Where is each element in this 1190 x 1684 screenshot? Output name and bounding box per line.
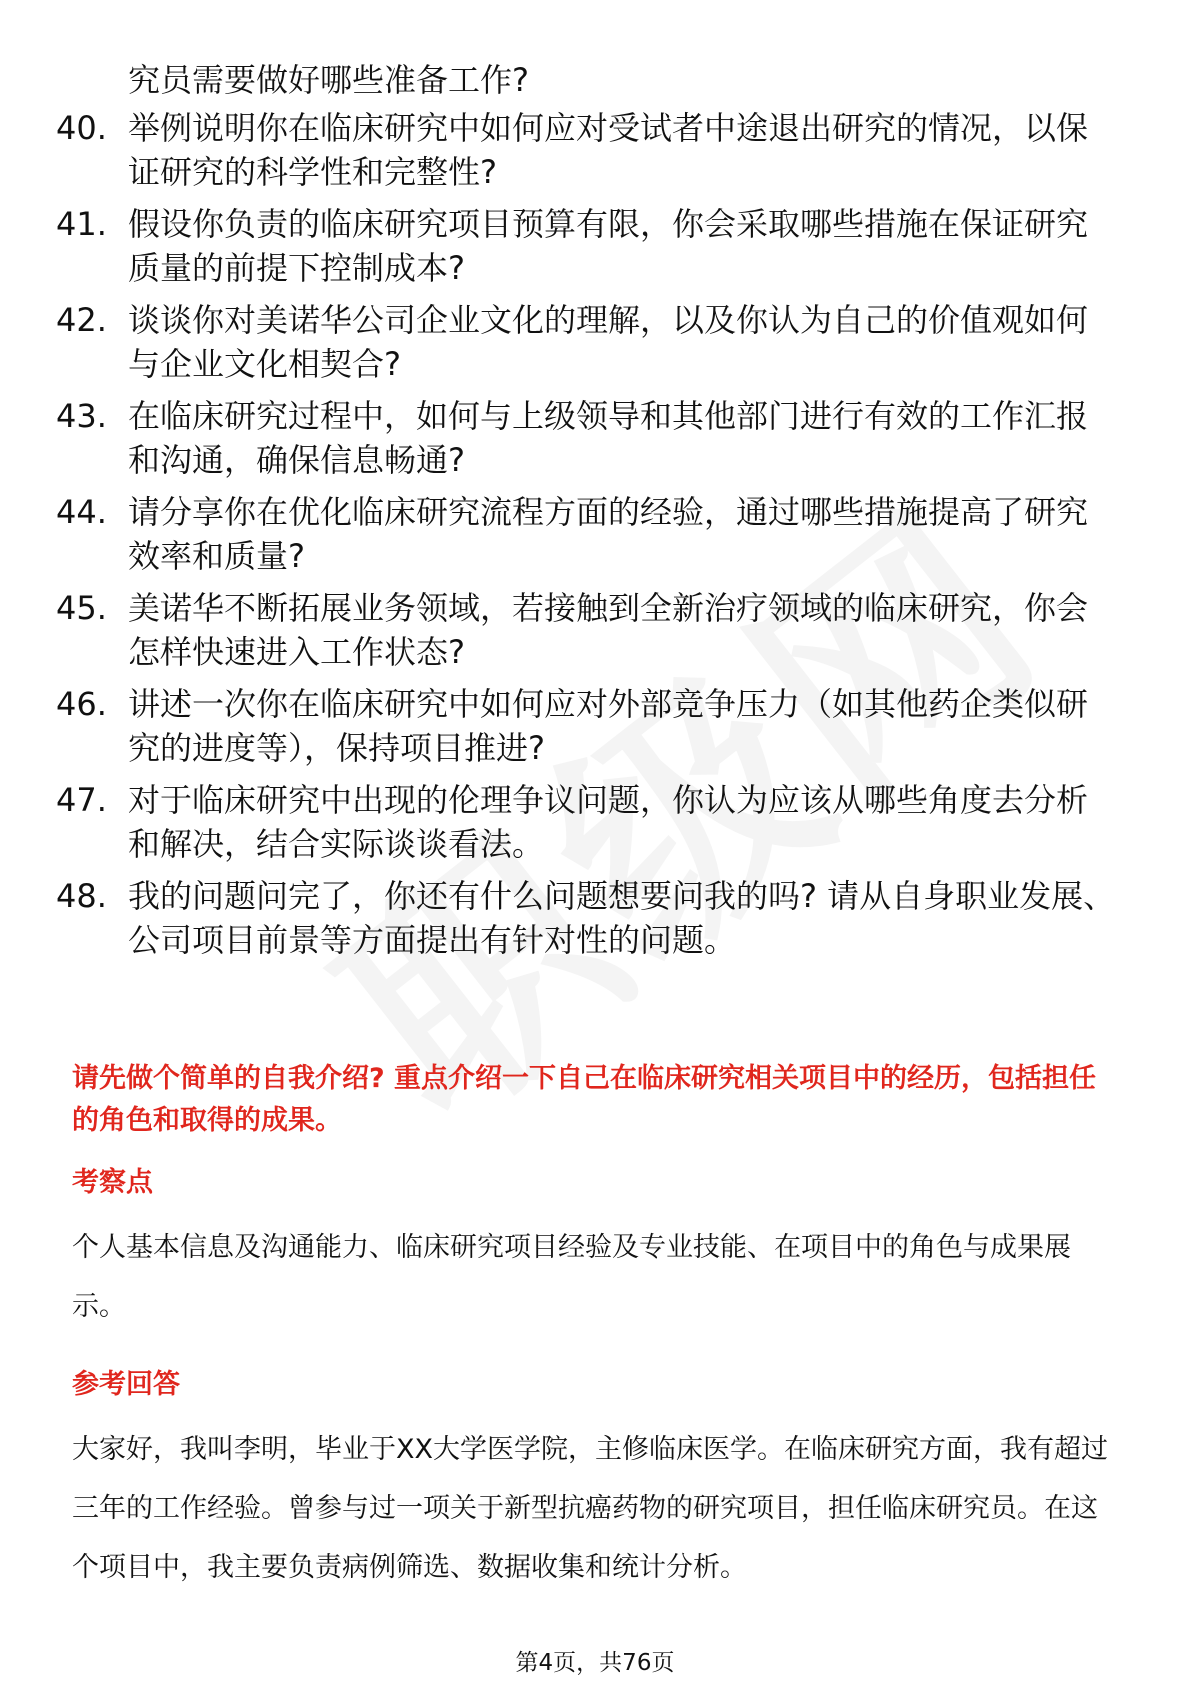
question-item — [56, 778, 1116, 866]
assessment-points: 个人基本信息及沟通能力、临床研究项目经验及专业技能、在项目中的角色与成果展示。 — [72, 1232, 1071, 1322]
question-text: 美诺华不断拓展业务领域，若接触到全新治疗领域的临床研究，你会怎样快速进入工作状态? — [128, 589, 1089, 671]
question-item — [56, 490, 1116, 578]
question-item — [56, 106, 1116, 194]
question-text: 我的问题问完了，你还有什么问题想要问我的吗? 请从自身职业发展、公司项目前景等方面提出有针对性的问题。 — [128, 877, 1116, 959]
question-item — [56, 202, 1116, 290]
question-text: 举例说明你在临床研究中如何应对受试者中途退出研究的情况，以保证研究的科学性和完整性? — [128, 109, 1089, 191]
question-item — [56, 682, 1116, 770]
question-39-continuation: 究员需要做好哪些准备工作? — [128, 61, 529, 99]
question-text: 假设你负责的临床研究项目预算有限，你会采取哪些措施在保证研究质量的前提下控制成本? — [128, 205, 1089, 287]
question-text: 请分享你在优化临床研究流程方面的经验，通过哪些措施提高了研究效率和质量? — [128, 493, 1089, 575]
question-number: 44. — [56, 493, 107, 531]
question-number: 42. — [56, 301, 107, 339]
question-item — [56, 298, 1116, 386]
question-number: 45. — [56, 589, 107, 627]
question-item — [56, 394, 1116, 482]
section-title-reference-answer: 参考回答 — [72, 1369, 180, 1400]
question-item — [56, 874, 1116, 962]
question-text: 讲述一次你在临床研究中如何应对外部竞争压力（如其他药企类似研究的进度等），保持项目推进? — [128, 685, 1089, 767]
question-item — [56, 586, 1116, 674]
question-number: 41. — [56, 205, 107, 243]
question-number: 40. — [56, 109, 107, 147]
question-text: 在临床研究过程中，如何与上级领导和其他部门进行有效的工作汇报和沟通，确保信息畅通? — [128, 397, 1089, 479]
question-number: 46. — [56, 685, 107, 723]
question-text: 谈谈你对美诺华公司企业文化的理解，以及你认为自己的价值观如何与企业文化相契合? — [128, 301, 1089, 383]
section-title-assessment: 考察点 — [72, 1167, 153, 1198]
question-number: 43. — [56, 397, 107, 435]
page-footer: 第4页，共76页 — [515, 1650, 675, 1676]
highlight-question: 请先做个简单的自我介绍? 重点介绍一下自己在临床研究相关项目中的经历，包括担任的角色和取得的成果。 — [72, 1063, 1097, 1136]
reference-answer: 大家好，我叫李明，毕业于XX大学医学院，主修临床医学。在临床研究方面，我有超过三年的工作经验。曾参与过一项关于新型抗癌药物的研究项目，担任临床研究员。在这个项目中，我主要负责病例筛选、数据收集和统计分析。 — [72, 1434, 1108, 1583]
question-number: 48. — [56, 877, 107, 915]
question-text: 对于临床研究中出现的伦理争议问题，你认为应该从哪些角度去分析和解决，结合实际谈谈看法。 — [128, 781, 1089, 863]
question-number: 47. — [56, 781, 107, 819]
